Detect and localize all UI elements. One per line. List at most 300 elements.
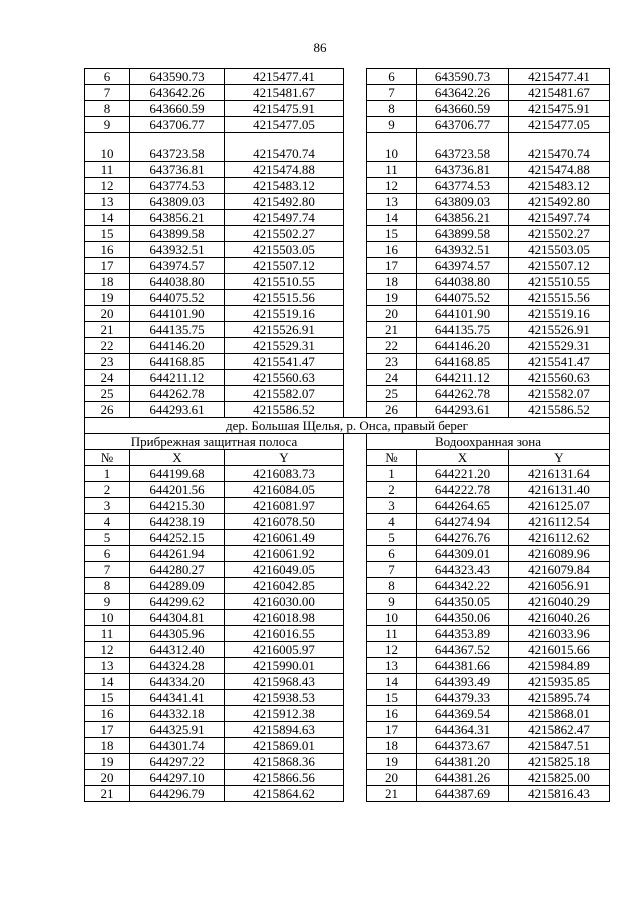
- point-number-2: 12: [367, 178, 417, 194]
- y-coordinate: 4215477.41: [225, 69, 344, 85]
- point-number-2: 3: [367, 498, 417, 514]
- point-number-2: 5: [367, 530, 417, 546]
- column-gap: [344, 482, 367, 498]
- point-number: 12: [85, 642, 130, 658]
- table-row: [85, 706, 610, 722]
- column-gap: [344, 322, 367, 338]
- point-number: 9: [85, 117, 130, 133]
- column-gap: [344, 658, 367, 674]
- x-coordinate-2: 644350.06: [417, 610, 509, 626]
- x-coordinate: 644168.85: [130, 354, 225, 370]
- right-zone-heading: Водоохранная зона: [367, 434, 610, 450]
- y-coordinate: 4215507.12: [225, 258, 344, 274]
- column-gap: [344, 402, 367, 418]
- x-coordinate: 644211.12: [130, 370, 225, 386]
- x-coordinate-2: 644168.85: [417, 354, 509, 370]
- point-number: 4: [85, 514, 130, 530]
- point-number-2: 4: [367, 514, 417, 530]
- column-gap: [344, 738, 367, 754]
- table-row: [85, 562, 610, 578]
- column-gap: [344, 258, 367, 274]
- point-number-2: 11: [367, 162, 417, 178]
- point-number-2: 20: [367, 306, 417, 322]
- table-row: [85, 514, 610, 530]
- x-coordinate-2: 644350.05: [417, 594, 509, 610]
- point-number-2: 8: [367, 578, 417, 594]
- table-row: [85, 690, 610, 706]
- point-number: 17: [85, 722, 130, 738]
- point-number: 8: [85, 101, 130, 117]
- column-gap: [344, 194, 367, 210]
- page-number: 86: [313, 40, 327, 55]
- point-number: 20: [85, 306, 130, 322]
- y-coordinate-2: 4215477.05: [509, 117, 610, 133]
- point-number: 15: [85, 690, 130, 706]
- y-coordinate: 4215990.01: [225, 658, 344, 674]
- x-coordinate-2: 644262.78: [417, 386, 509, 402]
- point-number: 11: [85, 626, 130, 642]
- column-gap: [344, 69, 367, 85]
- y-coordinate: 4216083.73: [225, 466, 344, 482]
- y-coordinate-2: 4215475.91: [509, 101, 610, 117]
- point-number-2: 13: [367, 194, 417, 210]
- y-coordinate-2: 4215984.89: [509, 658, 610, 674]
- y-coordinate-2: 4215519.16: [509, 306, 610, 322]
- x-coordinate: 644101.90: [130, 306, 225, 322]
- column-gap: [344, 562, 367, 578]
- y-coordinate: 4216016.55: [225, 626, 344, 642]
- y-coordinate-2: 4215492.80: [509, 194, 610, 210]
- table-row: [85, 338, 610, 354]
- point-number: 8: [85, 578, 130, 594]
- table-row: [85, 194, 610, 210]
- y-coordinate: 4216042.85: [225, 578, 344, 594]
- x-coordinate-2: 644353.89: [417, 626, 509, 642]
- x-coordinate-2: 643723.58: [417, 133, 509, 162]
- column-gap: [344, 786, 367, 802]
- table-row: [85, 101, 610, 117]
- x-coordinate-2: 643809.03: [417, 194, 509, 210]
- column-gap: [344, 306, 367, 322]
- point-number: 11: [85, 162, 130, 178]
- column-gap: [344, 546, 367, 562]
- table-row: [85, 210, 610, 226]
- point-number: 25: [85, 386, 130, 402]
- point-number-2: 19: [367, 754, 417, 770]
- point-number-2: 16: [367, 706, 417, 722]
- point-number: 24: [85, 370, 130, 386]
- point-number: 19: [85, 290, 130, 306]
- y-coordinate-2: 4216040.29: [509, 594, 610, 610]
- y-coordinate-2: 4215507.12: [509, 258, 610, 274]
- y-coordinate: 4215510.55: [225, 274, 344, 290]
- x-coordinate: 644301.74: [130, 738, 225, 754]
- col-header-n: №: [85, 450, 130, 466]
- column-gap: [344, 626, 367, 642]
- x-coordinate-2: 643899.58: [417, 226, 509, 242]
- column-gap: [344, 642, 367, 658]
- section-1-body: [85, 69, 610, 418]
- point-number: 23: [85, 354, 130, 370]
- col-header-y: Y: [225, 450, 344, 466]
- column-gap: [344, 101, 367, 117]
- y-coordinate: 4215492.80: [225, 194, 344, 210]
- y-coordinate: 4215470.74: [225, 133, 344, 162]
- x-coordinate: 644332.18: [130, 706, 225, 722]
- column-gap: [344, 690, 367, 706]
- y-coordinate: 4216081.97: [225, 498, 344, 514]
- x-coordinate: 644299.62: [130, 594, 225, 610]
- y-coordinate: 4215912.38: [225, 706, 344, 722]
- point-number-2: 15: [367, 690, 417, 706]
- table-row: [85, 754, 610, 770]
- point-number-2: 17: [367, 258, 417, 274]
- y-coordinate: 4216061.92: [225, 546, 344, 562]
- table-row: [85, 69, 610, 85]
- x-coordinate-2: 643660.59: [417, 101, 509, 117]
- point-number-2: 10: [367, 610, 417, 626]
- col-header-n2: №: [367, 450, 417, 466]
- x-coordinate: 644334.20: [130, 674, 225, 690]
- col-header-x: X: [130, 450, 225, 466]
- column-gap: [344, 530, 367, 546]
- y-coordinate-2: 4216033.96: [509, 626, 610, 642]
- y-coordinate-2: 4215503.05: [509, 242, 610, 258]
- y-coordinate: 4215582.07: [225, 386, 344, 402]
- column-gap: [344, 674, 367, 690]
- section-2-header: [85, 418, 610, 466]
- column-gap: [344, 133, 367, 162]
- x-coordinate-2: 644373.67: [417, 738, 509, 754]
- x-coordinate-2: 644274.94: [417, 514, 509, 530]
- table-row: [85, 274, 610, 290]
- y-coordinate-2: 4216089.96: [509, 546, 610, 562]
- point-number: 22: [85, 338, 130, 354]
- x-coordinate: 644252.15: [130, 530, 225, 546]
- x-coordinate-2: 644369.54: [417, 706, 509, 722]
- y-coordinate-2: 4215560.63: [509, 370, 610, 386]
- x-coordinate-2: 644309.01: [417, 546, 509, 562]
- section-title: дер. Большая Щелья, р. Онса, правый берег: [85, 418, 610, 434]
- y-coordinate-2: 4215582.07: [509, 386, 610, 402]
- column-gap: [344, 466, 367, 482]
- point-number-2: 26: [367, 402, 417, 418]
- point-number: 14: [85, 674, 130, 690]
- x-coordinate: 644324.28: [130, 658, 225, 674]
- y-coordinate: 4216061.49: [225, 530, 344, 546]
- x-coordinate-2: 644264.65: [417, 498, 509, 514]
- x-coordinate-2: 644101.90: [417, 306, 509, 322]
- y-coordinate: 4215477.05: [225, 117, 344, 133]
- y-coordinate: 4215866.56: [225, 770, 344, 786]
- point-number-2: 15: [367, 226, 417, 242]
- x-coordinate-2: 643736.81: [417, 162, 509, 178]
- x-coordinate: 644297.22: [130, 754, 225, 770]
- point-number: 26: [85, 402, 130, 418]
- col-header-y2: Y: [509, 450, 610, 466]
- table-row: [85, 482, 610, 498]
- y-coordinate-2: 4215497.74: [509, 210, 610, 226]
- point-number: 5: [85, 530, 130, 546]
- point-number-2: 17: [367, 722, 417, 738]
- y-coordinate: 4215541.47: [225, 354, 344, 370]
- x-coordinate: 643642.26: [130, 85, 225, 101]
- point-number: 10: [85, 610, 130, 626]
- column-gap: [344, 178, 367, 194]
- point-number-2: 14: [367, 674, 417, 690]
- y-coordinate-2: 4216112.62: [509, 530, 610, 546]
- point-number: 14: [85, 210, 130, 226]
- table-row: [85, 738, 610, 754]
- point-number: 10: [85, 133, 130, 162]
- column-gap: [344, 274, 367, 290]
- table-row: [85, 722, 610, 738]
- point-number-2: 20: [367, 770, 417, 786]
- point-number-2: 12: [367, 642, 417, 658]
- y-coordinate-2: 4216125.07: [509, 498, 610, 514]
- y-coordinate-2: 4215895.74: [509, 690, 610, 706]
- x-coordinate: 643774.53: [130, 178, 225, 194]
- column-gap: [344, 370, 367, 386]
- x-coordinate-2: 644364.31: [417, 722, 509, 738]
- x-coordinate: 643736.81: [130, 162, 225, 178]
- y-coordinate-2: 4216112.54: [509, 514, 610, 530]
- point-number: 1: [85, 466, 130, 482]
- x-coordinate: 644135.75: [130, 322, 225, 338]
- y-coordinate-2: 4215470.74: [509, 133, 610, 162]
- section-2-body: [85, 466, 610, 802]
- point-number-2: 22: [367, 338, 417, 354]
- x-coordinate-2: 644211.12: [417, 370, 509, 386]
- point-number: 6: [85, 546, 130, 562]
- col-header-x2: X: [417, 450, 509, 466]
- column-gap: [344, 290, 367, 306]
- table-row: [85, 578, 610, 594]
- y-coordinate-2: 4215825.18: [509, 754, 610, 770]
- x-coordinate-2: 644222.78: [417, 482, 509, 498]
- y-coordinate: 4215586.52: [225, 402, 344, 418]
- y-coordinate-2: 4215868.01: [509, 706, 610, 722]
- point-number: 12: [85, 178, 130, 194]
- x-coordinate-2: 644381.66: [417, 658, 509, 674]
- column-gap: [344, 754, 367, 770]
- table-row: [85, 770, 610, 786]
- y-coordinate-2: 4215502.27: [509, 226, 610, 242]
- table-row: [85, 162, 610, 178]
- table-row: [85, 786, 610, 802]
- x-coordinate: 644325.91: [130, 722, 225, 738]
- zone-heading-row: [85, 434, 610, 450]
- point-number: 18: [85, 274, 130, 290]
- point-number-2: 14: [367, 210, 417, 226]
- column-gap: [344, 386, 367, 402]
- point-number: 13: [85, 194, 130, 210]
- table-row: [85, 258, 610, 274]
- x-coordinate-2: 644075.52: [417, 290, 509, 306]
- x-coordinate: 643899.58: [130, 226, 225, 242]
- point-number: 15: [85, 226, 130, 242]
- x-coordinate: 644289.09: [130, 578, 225, 594]
- y-coordinate-2: 4216040.26: [509, 610, 610, 626]
- table-row: [85, 626, 610, 642]
- x-coordinate: 644261.94: [130, 546, 225, 562]
- table-row: [85, 354, 610, 370]
- point-number: 16: [85, 706, 130, 722]
- point-number: 19: [85, 754, 130, 770]
- y-coordinate-2: 4215529.31: [509, 338, 610, 354]
- y-coordinate-2: 4216079.84: [509, 562, 610, 578]
- x-coordinate: 643974.57: [130, 258, 225, 274]
- y-coordinate: 4215474.88: [225, 162, 344, 178]
- y-coordinate-2: 4215481.67: [509, 85, 610, 101]
- point-number: 2: [85, 482, 130, 498]
- x-coordinate: 643723.58: [130, 133, 225, 162]
- y-coordinate: 4215868.36: [225, 754, 344, 770]
- y-coordinate-2: 4215477.41: [509, 69, 610, 85]
- x-coordinate: 643856.21: [130, 210, 225, 226]
- y-coordinate: 4215502.27: [225, 226, 344, 242]
- y-coordinate-2: 4215526.91: [509, 322, 610, 338]
- x-coordinate: 644296.79: [130, 786, 225, 802]
- table-row: [85, 133, 610, 162]
- point-number: 21: [85, 786, 130, 802]
- table-row: [85, 658, 610, 674]
- column-gap: [344, 706, 367, 722]
- x-coordinate: 643660.59: [130, 101, 225, 117]
- x-coordinate-2: 643774.53: [417, 178, 509, 194]
- x-coordinate: 643932.51: [130, 242, 225, 258]
- y-coordinate: 4215481.67: [225, 85, 344, 101]
- point-number-2: 23: [367, 354, 417, 370]
- column-gap: [344, 450, 367, 466]
- y-coordinate-2: 4216015.66: [509, 642, 610, 658]
- x-coordinate-2: 644323.43: [417, 562, 509, 578]
- column-gap: [344, 162, 367, 178]
- x-coordinate: 644238.19: [130, 514, 225, 530]
- x-coordinate-2: 644221.20: [417, 466, 509, 482]
- x-coordinate-2: 644393.49: [417, 674, 509, 690]
- column-gap: [344, 354, 367, 370]
- point-number-2: 9: [367, 117, 417, 133]
- x-coordinate-2: 643856.21: [417, 210, 509, 226]
- x-coordinate: 644199.68: [130, 466, 225, 482]
- x-coordinate-2: 643642.26: [417, 85, 509, 101]
- table-row: [85, 290, 610, 306]
- x-coordinate-2: 644387.69: [417, 786, 509, 802]
- x-coordinate-2: 644381.26: [417, 770, 509, 786]
- point-number: 21: [85, 322, 130, 338]
- point-number: 17: [85, 258, 130, 274]
- point-number-2: 21: [367, 786, 417, 802]
- table-row: [85, 242, 610, 258]
- table-row: [85, 674, 610, 690]
- y-coordinate: 4215526.91: [225, 322, 344, 338]
- x-coordinate: 644304.81: [130, 610, 225, 626]
- column-gap: [344, 434, 367, 450]
- y-coordinate-2: 4215816.43: [509, 786, 610, 802]
- point-number-2: 19: [367, 290, 417, 306]
- y-coordinate-2: 4215935.85: [509, 674, 610, 690]
- y-coordinate: 4216005.97: [225, 642, 344, 658]
- point-number-2: 2: [367, 482, 417, 498]
- point-number-2: 21: [367, 322, 417, 338]
- x-coordinate-2: 644379.33: [417, 690, 509, 706]
- y-coordinate: 4216018.98: [225, 610, 344, 626]
- x-coordinate: 643706.77: [130, 117, 225, 133]
- point-number-2: 13: [367, 658, 417, 674]
- y-coordinate: 4215503.05: [225, 242, 344, 258]
- point-number-2: 11: [367, 626, 417, 642]
- y-coordinate: 4216084.05: [225, 482, 344, 498]
- table-row: [85, 498, 610, 514]
- x-coordinate: 644341.41: [130, 690, 225, 706]
- y-coordinate: 4216049.05: [225, 562, 344, 578]
- x-coordinate-2: 643590.73: [417, 69, 509, 85]
- x-coordinate: 644262.78: [130, 386, 225, 402]
- x-coordinate: 643590.73: [130, 69, 225, 85]
- x-coordinate: 644215.30: [130, 498, 225, 514]
- x-coordinate-2: 644367.52: [417, 642, 509, 658]
- point-number: 20: [85, 770, 130, 786]
- table-row: [85, 370, 610, 386]
- x-coordinate: 644305.96: [130, 626, 225, 642]
- column-gap: [344, 722, 367, 738]
- point-number: 13: [85, 658, 130, 674]
- x-coordinate-2: 643974.57: [417, 258, 509, 274]
- y-coordinate: 4215894.63: [225, 722, 344, 738]
- y-coordinate-2: 4215847.51: [509, 738, 610, 754]
- column-gap: [344, 210, 367, 226]
- y-coordinate-2: 4215510.55: [509, 274, 610, 290]
- y-coordinate-2: 4215483.12: [509, 178, 610, 194]
- point-number: 7: [85, 85, 130, 101]
- point-number: 6: [85, 69, 130, 85]
- column-gap: [344, 338, 367, 354]
- y-coordinate: 4215515.56: [225, 290, 344, 306]
- point-number-2: 25: [367, 386, 417, 402]
- x-coordinate: 644075.52: [130, 290, 225, 306]
- table-row: [85, 226, 610, 242]
- table-row: [85, 642, 610, 658]
- y-coordinate: 4215560.63: [225, 370, 344, 386]
- y-coordinate-2: 4215541.47: [509, 354, 610, 370]
- x-coordinate: 644293.61: [130, 402, 225, 418]
- x-coordinate: 643809.03: [130, 194, 225, 210]
- table-row: [85, 530, 610, 546]
- y-coordinate: 4216078.50: [225, 514, 344, 530]
- y-coordinate-2: 4215474.88: [509, 162, 610, 178]
- point-number-2: 9: [367, 594, 417, 610]
- column-gap: [344, 226, 367, 242]
- column-gap: [344, 610, 367, 626]
- y-coordinate: 4215529.31: [225, 338, 344, 354]
- point-number-2: 7: [367, 562, 417, 578]
- point-number: 18: [85, 738, 130, 754]
- y-coordinate-2: 4216056.91: [509, 578, 610, 594]
- y-coordinate: 4215519.16: [225, 306, 344, 322]
- x-coordinate-2: 644038.80: [417, 274, 509, 290]
- point-number-2: 16: [367, 242, 417, 258]
- column-gap: [344, 514, 367, 530]
- y-coordinate: 4215864.62: [225, 786, 344, 802]
- table-row: [85, 322, 610, 338]
- x-coordinate-2: 644381.20: [417, 754, 509, 770]
- table-row: [85, 306, 610, 322]
- x-coordinate-2: 643706.77: [417, 117, 509, 133]
- point-number-2: 18: [367, 274, 417, 290]
- column-gap: [344, 594, 367, 610]
- y-coordinate-2: 4216131.40: [509, 482, 610, 498]
